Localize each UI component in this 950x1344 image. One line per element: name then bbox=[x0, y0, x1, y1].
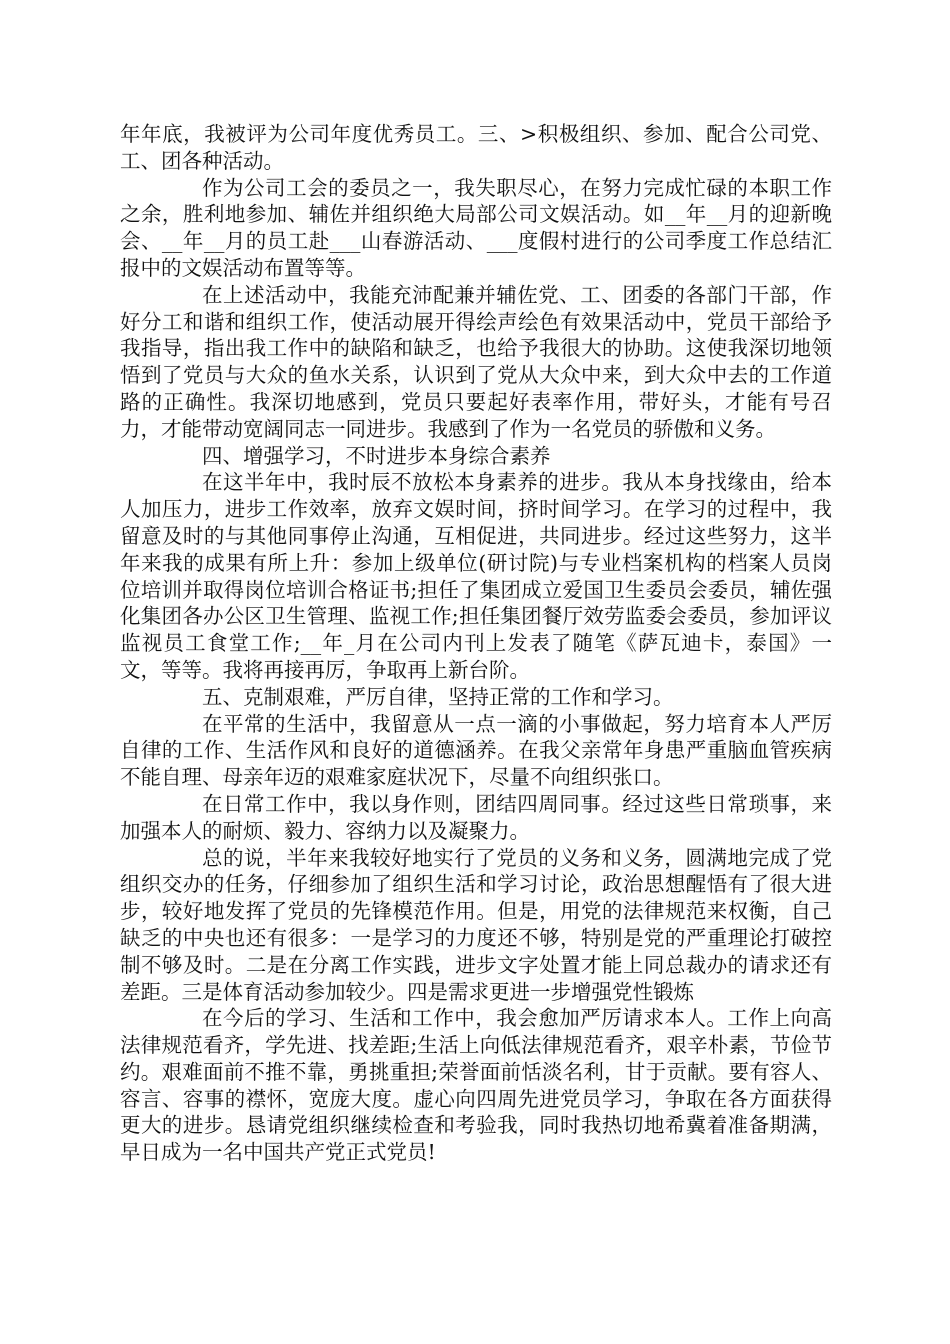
paragraph-1: 年年底，我被评为公司年度优秀员工。三、>积极组织、参加、配合公司党、工、团各种活动。 bbox=[120, 122, 832, 173]
document-page bbox=[120, 121, 832, 1166]
section-heading-4: 四、增强学习，不时进步本身综合素养 bbox=[202, 443, 551, 468]
paragraph-9: 总的说，半年来我较好地实行了党员的义务和义务，圆满地完成了党组织交办的任务，仔细参加了组织生活和学习讨论，政治思想醒悟有了很大进步，较好地发挥了党员的先锋模范作用。但是，用党的法律规范来权衡，自己缺乏的中央也还有很多：一是学习的力度还不够，特别是党的严重理论打破控制不够及时。二是在分离工作实践，进步文字处置才能上同总裁办的请求还有差距。三是体育活动参加较少。四是需求更进一步增强党性锻炼 bbox=[120, 845, 832, 1004]
paragraph-2: 作为公司工会的委员之一，我失职尽心，在努力完成忙碌的本职工作之余，胜利地参加、辅佐并组织绝大局部公司文娱活动。如__年__月的迎新晚会、__年__月的员工赴___山春游活动、___度假村进行的公司季度工作总结汇报中的文娱活动布置等等。 bbox=[120, 175, 832, 280]
paragraph-7: 在平常的生活中，我留意从一点一滴的小事做起，努力培育本人严厉自律的工作、生活作风和良好的道德涵养。在我父亲常年身患严重脑血管疾病不能自理、母亲年迈的艰难家庭状况下，尽量不向组织张口。 bbox=[120, 711, 832, 790]
paragraph-5: 在这半年中，我时辰不放松本身素养的进步。我从本身找缘由，给本人加压力，进步工作效率，放弃文娱时间，挤时间学习。在学习的过程中，我留意及时的与其他同事停止沟通，互相促进，共同进步。经过这些努力，这半年来我的成果有所上升：参加上级单位(研讨院)与专业档案机构的档案人员岗位培训并取得岗位培训合格证书;担任了集团成立爱国卫生委员会委员，辅佐强化集团各办公区卫生管理、监视工作;担任集团餐厅效劳监委会委员，参加评议监视员工食堂工作;__年_月在公司内刊上发表了随笔《萨瓦迪卡，泰国》一文，等等。我将再接再厉，争取再上新台阶。 bbox=[120, 470, 832, 682]
paragraph-10: 在今后的学习、生活和工作中，我会愈加严厉请求本人。工作上向高法律规范看齐，学先进、找差距;生活上向低法律规范看齐，艰辛朴素，节俭节约。艰难面前不推不靠，勇挑重担;荣誉面前恬淡名利，甘于贡献。要有容人、容言、容事的襟怀，宽庞大度。虚心向四周先进党员学习，争取在各方面获得更大的进步。恳请党组织继续检查和考验我，同时我热切地希冀着准备期满，早日成为一名中国共产党正式党员! bbox=[120, 1006, 832, 1165]
paragraph-8: 在日常工作中，我以身作则，团结四周同事。经过这些日常琐事，来加强本人的耐烦、毅力、容纳力以及凝聚力。 bbox=[120, 791, 832, 843]
paragraph-3: 在上述活动中，我能充沛配兼并辅佐党、工、团委的各部门干部，作好分工和谐和组织工作，使活动展开得绘声绘色有效果活动中，党员干部给予我指导，指出我工作中的缺陷和缺乏，也给予我很大的协助。这使我深切地领悟到了党员与大众的鱼水关系，认识到了党从大众中来，到大众中去的工作道路的正确性。我深切地感到，党员只要起好表率作用，带好头，才能有号召力，才能带动宽阔同志一同进步。我感到了作为一名党员的骄傲和义务。 bbox=[120, 282, 832, 441]
section-heading-5: 五、克制艰难，严厉自律，坚持正常的工作和学习。 bbox=[202, 684, 674, 709]
